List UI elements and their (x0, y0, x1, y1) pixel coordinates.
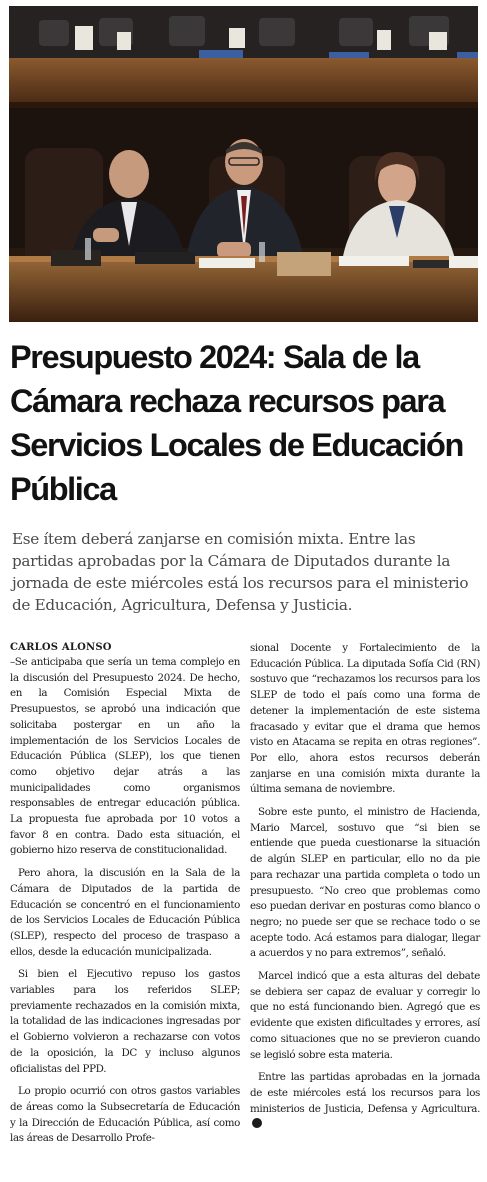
body-paragraph: Lo propio ocurrió con otros gastos variables de áreas como la Subsecretaría de Educación y la Dirección de Educación Pública, así como las áreas de Desarrollo Profe- (10, 1085, 240, 1145)
body-paragraph: Marcel indicó que a esta alturas del debate se debiera ser capaz de evaluar y corregir lo que no está funcionando bien. Agregó que es evidente que existen dificultades y errores, así como situaciones que no se previeron cuando se legisló sobre esta materia. (250, 970, 480, 1061)
body-paragraph: Sobre este punto, el ministro de Hacienda, Mario Marcel, sostuvo que “si bien se entiende que pueda cuestionarse la situación de algún SLEP en particular, ello no da pie para rechazar una partida completa o todo un presupuesto. “No creo que problemas como eso puedan derivar en posturas como blanco o negro; no puede ser que se rechace todo o se acepte todo. Acá estamos para dialogar, llegar a acuerdos y no para extremos”, señaló. (250, 806, 480, 960)
body-paragraph: Si bien el Ejecutivo repuso los gastos variables para los referidos SLEP; previamente rechazados en la comisión mixta, la totalidad de las indicaciones ingresadas por el Gobierno volvieron a rechazarse con votos de la oposición, la DC y incluso algunos oficialistas del PPD. (10, 968, 240, 1075)
body-paragraph-final (250, 1070, 480, 1133)
article-headline: Presupuesto 2024: Sala de la Cámara rechaza recursos para Servicios Locales de Educación Pública (10, 339, 463, 507)
article-body-right-column (250, 641, 480, 1140)
body-paragraph: sional Docente y Fortalecimiento de la Educación Pública. La diputada Sofía Cid (RN) sostuvo que “rechazamos los recursos para los SLEP de todo el país como una forma de detener la implementación de este sistema fracasado y evitar que el drama que hemos visto en Atacama se repita en otras regiones”. Por ello, ahora estos recursos deberán zanjarse en una comisión mixta durante la última semana de noviembre. (250, 642, 480, 796)
article-photo (9, 6, 478, 322)
body-paragraph: –Se anticipaba que sería un tema complejo en la discusión del Presupuesto 2024. De hecho, en la Comisión Especial Mixta de Presupuestos, se aprobó una indicación que solicitaba postergar en un año la implementación de los Servicios Locales de Educación Pública (SLEP), los que tienen como objetivo dejar atrás a las municipalidades como organismos responsables de entregar educación pública. La propuesta fue aprobada por 10 votos a favor 8 en contra. Dado esta situación, el gobierno hizo reserva de constitucionalidad. (10, 656, 240, 857)
article-body-left-column (10, 641, 240, 1154)
article-byline: CARLOS ALONSO (10, 642, 112, 653)
final-paragraph-text: Entre las partidas aprobadas en la jornada de este miércoles está los recursos para los ministerios de Justicia, Defensa y Agricultura. (250, 1071, 480, 1115)
body-paragraph: Pero ahora, la discusión en la Sala de la Cámara de Diputados de la partida de Educación se concentró en el funcionamiento de los Servicios Locales de Educación Pública (SLEP), respecto del proceso de traspaso a ellos, desde la educación municipalizada. (10, 867, 240, 958)
article-lead: Ese ítem deberá zanjarse en comisión mixta. Entre las partidas aprobadas por la Cámara de Diputados durante la jornada de este miércoles está los recursos para el ministerio de Educación, Agricultura, Defensa y Justicia. (12, 530, 469, 614)
publication-end-mark-icon (252, 1118, 262, 1128)
